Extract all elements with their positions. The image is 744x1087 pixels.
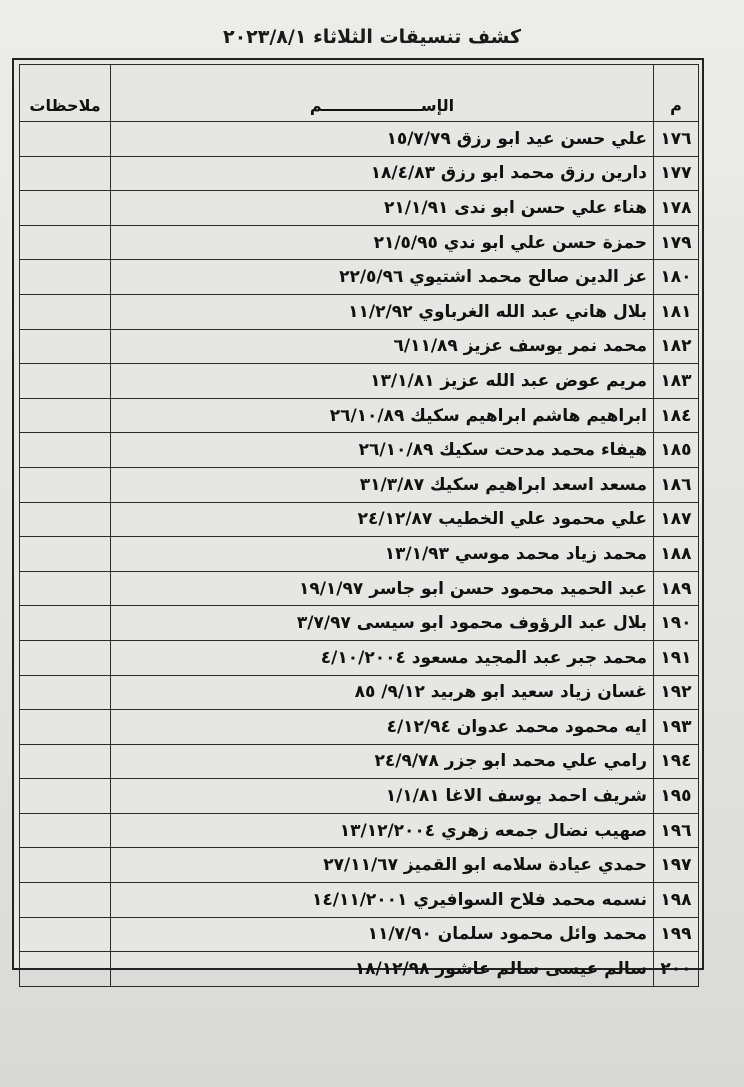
row-notes bbox=[20, 260, 111, 295]
table-row bbox=[20, 537, 699, 572]
row-name: علي محمود علي الخطيب ٢٤/١٢/٨٧ bbox=[111, 502, 654, 537]
row-number: ١٨١ bbox=[654, 294, 699, 329]
row-number: ٢٠٠ bbox=[654, 952, 699, 987]
row-name: محمد جبر عبد المجيد مسعود ٤/١٠/٢٠٠٤ bbox=[111, 640, 654, 675]
row-number: ١٨٦ bbox=[654, 467, 699, 502]
table-row bbox=[20, 364, 699, 399]
row-number: ١٧٩ bbox=[654, 225, 699, 260]
table-row bbox=[20, 156, 699, 191]
row-name: هيفاء محمد مدحت سكيك ٢٦/١٠/٨٩ bbox=[111, 433, 654, 468]
header-number: م bbox=[654, 65, 699, 122]
table-row bbox=[20, 329, 699, 364]
row-number: ١٧٨ bbox=[654, 191, 699, 226]
header-name bbox=[111, 65, 654, 122]
row-name: غسان زياد سعيد ابو هربيد ٩/١٢/ ٨٥ bbox=[111, 675, 654, 710]
schedule-table bbox=[19, 64, 699, 987]
row-number: ١٩٤ bbox=[654, 744, 699, 779]
row-notes bbox=[20, 606, 111, 641]
table-row bbox=[20, 225, 699, 260]
row-number: ١٨٣ bbox=[654, 364, 699, 399]
row-name: بلال عبد الرؤوف محمود ابو سيسى ٣/٧/٩٧ bbox=[111, 606, 654, 641]
schedule-table-frame bbox=[12, 58, 704, 980]
table-row bbox=[20, 952, 699, 987]
row-notes bbox=[20, 329, 111, 364]
row-number: ١٩٥ bbox=[654, 779, 699, 814]
row-name: محمد زياد محمد موسي ١٣/١/٩٣ bbox=[111, 537, 654, 572]
table-row bbox=[20, 779, 699, 814]
row-number: ١٩٢ bbox=[654, 675, 699, 710]
table-row bbox=[20, 571, 699, 606]
row-notes bbox=[20, 502, 111, 537]
table-row bbox=[20, 294, 699, 329]
table-row bbox=[20, 260, 699, 295]
row-number: ١٨٨ bbox=[654, 537, 699, 572]
header-name-label: الإســــــــــــــــــم bbox=[309, 96, 455, 115]
row-name: مسعد اسعد ابراهيم سكيك ٣١/٣/٨٧ bbox=[111, 467, 654, 502]
row-name: عبد الحميد محمود حسن ابو جاسر ١٩/١/٩٧ bbox=[111, 571, 654, 606]
row-number: ١٩٩ bbox=[654, 917, 699, 952]
row-name: محمد نمر يوسف عزيز ٦/١١/٨٩ bbox=[111, 329, 654, 364]
row-notes bbox=[20, 640, 111, 675]
row-notes bbox=[20, 779, 111, 814]
row-name: علي حسن عيد ابو رزق ١٥/٧/٧٩ bbox=[111, 122, 654, 157]
row-number: ١٩٠ bbox=[654, 606, 699, 641]
table-row bbox=[20, 398, 699, 433]
row-notes bbox=[20, 398, 111, 433]
table-row bbox=[20, 848, 699, 883]
row-number: ١٨٠ bbox=[654, 260, 699, 295]
row-notes bbox=[20, 917, 111, 952]
table-row bbox=[20, 710, 699, 745]
row-name: حمزة حسن علي ابو ندي ٢١/٥/٩٥ bbox=[111, 225, 654, 260]
table-row bbox=[20, 122, 699, 157]
row-name: ايه محمود محمد عدوان ٤/١٢/٩٤ bbox=[111, 710, 654, 745]
row-name: رامي علي محمد ابو جزر ٢٤/٩/٧٨ bbox=[111, 744, 654, 779]
row-name: بلال هاني عبد الله الغرباوي ١١/٢/٩٢ bbox=[111, 294, 654, 329]
row-notes bbox=[20, 883, 111, 918]
row-notes bbox=[20, 225, 111, 260]
row-notes bbox=[20, 571, 111, 606]
row-name: نسمه محمد فلاح السوافيري ١٤/١١/٢٠٠١ bbox=[111, 883, 654, 918]
row-number: ١٩٨ bbox=[654, 883, 699, 918]
table-row bbox=[20, 640, 699, 675]
row-name: عز الدين صالح محمد اشتيوي ٢٢/٥/٩٦ bbox=[111, 260, 654, 295]
row-notes bbox=[20, 467, 111, 502]
row-notes bbox=[20, 156, 111, 191]
row-number: ١٩٦ bbox=[654, 813, 699, 848]
row-notes bbox=[20, 710, 111, 745]
header-notes: ملاحظات bbox=[20, 65, 111, 122]
row-name: سالم عيسى سالم عاشور ١٨/١٢/٩٨ bbox=[111, 952, 654, 987]
row-notes bbox=[20, 675, 111, 710]
table-header-row bbox=[20, 65, 699, 122]
table-row bbox=[20, 675, 699, 710]
table-row bbox=[20, 191, 699, 226]
row-name: محمد وائل محمود سلمان ١١/٧/٩٠ bbox=[111, 917, 654, 952]
row-name: حمدي عيادة سلامه ابو القميز ٢٧/١١/٦٧ bbox=[111, 848, 654, 883]
row-number: ١٨٥ bbox=[654, 433, 699, 468]
table-row bbox=[20, 433, 699, 468]
row-notes bbox=[20, 294, 111, 329]
row-notes bbox=[20, 433, 111, 468]
table-row bbox=[20, 883, 699, 918]
row-number: ١٧٦ bbox=[654, 122, 699, 157]
table-row bbox=[20, 917, 699, 952]
row-number: ١٨٩ bbox=[654, 571, 699, 606]
row-notes bbox=[20, 122, 111, 157]
table-body bbox=[20, 122, 699, 987]
row-name: دارين رزق محمد ابو رزق ١٨/٤/٨٣ bbox=[111, 156, 654, 191]
row-number: ١٩٣ bbox=[654, 710, 699, 745]
row-name: ابراهيم هاشم ابراهيم سكيك ٢٦/١٠/٨٩ bbox=[111, 398, 654, 433]
row-notes bbox=[20, 848, 111, 883]
row-notes bbox=[20, 191, 111, 226]
row-number: ١٩٧ bbox=[654, 848, 699, 883]
row-number: ١٨٢ bbox=[654, 329, 699, 364]
table-row bbox=[20, 467, 699, 502]
row-number: ١٧٧ bbox=[654, 156, 699, 191]
table-row bbox=[20, 744, 699, 779]
row-number: ١٩١ bbox=[654, 640, 699, 675]
row-name: شريف احمد يوسف الاغا ١/١/٨١ bbox=[111, 779, 654, 814]
table-row bbox=[20, 502, 699, 537]
row-number: ١٨٧ bbox=[654, 502, 699, 537]
row-notes bbox=[20, 364, 111, 399]
row-notes bbox=[20, 744, 111, 779]
row-notes bbox=[20, 952, 111, 987]
table-row bbox=[20, 813, 699, 848]
table-row bbox=[20, 606, 699, 641]
row-notes bbox=[20, 813, 111, 848]
page-title: كشف تنسيقات الثلاثاء ٢٠٢٣/٨/١ bbox=[222, 26, 522, 48]
row-name: صهيب نضال جمعه زهري ١٣/١٢/٢٠٠٤ bbox=[111, 813, 654, 848]
row-name: هناء علي حسن ابو ندى ٢١/١/٩١ bbox=[111, 191, 654, 226]
row-name: مريم عوض عبد الله عزيز ١٣/١/٨١ bbox=[111, 364, 654, 399]
row-notes bbox=[20, 537, 111, 572]
row-number: ١٨٤ bbox=[654, 398, 699, 433]
